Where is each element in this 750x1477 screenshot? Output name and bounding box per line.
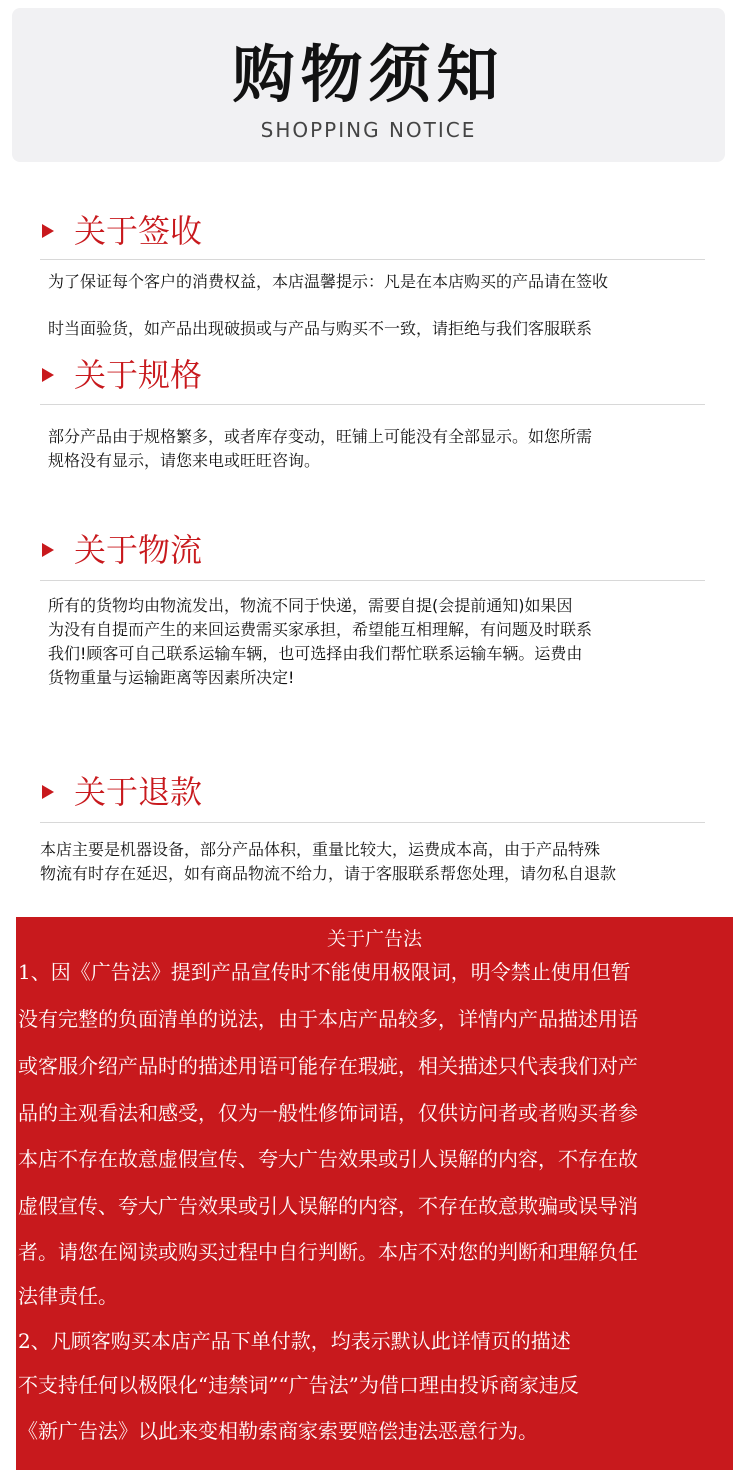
ad-notice-line: 品的主观看法和感受，仅为一般性修饰词语，仅供访问者或者购买者参 bbox=[18, 1101, 638, 1125]
ad-notice-line: 或客服介绍产品时的描述用语可能存在瑕疵，相关描述只代表我们对产 bbox=[18, 1054, 638, 1078]
section-logistics-header bbox=[42, 528, 202, 572]
paragraph-line: 本店主要是机器设备，部分产品体积，重量比较大，运费成本高，由于产品特殊 bbox=[40, 840, 601, 859]
section-title: 关于规格 bbox=[74, 356, 203, 394]
ad-law-notice bbox=[16, 917, 733, 1470]
page-subtitle: SHOPPING NOTICE bbox=[260, 118, 477, 142]
triangle-bullet-icon bbox=[42, 224, 54, 238]
triangle-bullet-icon bbox=[42, 785, 54, 799]
page-title: 购物须知 bbox=[232, 38, 505, 111]
ad-notice-line: 者。请您在阅读或购买过程中自行判断。本店不对您的判断和理解负任 bbox=[18, 1240, 638, 1264]
section-spec-header bbox=[42, 353, 202, 397]
divider bbox=[40, 404, 705, 405]
paragraph-line: 货物重量与运输距离等因素所决定! bbox=[48, 668, 295, 687]
triangle-bullet-icon bbox=[42, 368, 54, 382]
paragraph-line: 部分产品由于规格繁多，或者库存变动，旺铺上可能没有全部显示。如您所需 bbox=[48, 427, 593, 446]
paragraph-line: 我们!顾客可自己联系运输车辆，也可选择由我们帮忙联系运输车辆。运费由 bbox=[48, 644, 583, 663]
section-title: 关于物流 bbox=[74, 531, 203, 569]
ad-notice-line: 《新广告法》以此来变相勒索商家索要赔偿违法恶意行为。 bbox=[18, 1419, 538, 1443]
paragraph-line: 所有的货物均由物流发出，物流不同于快递，需要自提(会提前通知)如果因 bbox=[48, 596, 573, 615]
section-signing-header bbox=[42, 209, 202, 253]
paragraph-line: 规格没有显示，请您来电或旺旺咨询。 bbox=[48, 451, 321, 470]
ad-notice-line: 法律责任。 bbox=[18, 1284, 118, 1308]
header-banner bbox=[12, 8, 725, 162]
paragraph-line: 物流有时存在延迟，如有商品物流不给力，请于客服联系帮您处理，请勿私自退款 bbox=[40, 864, 617, 883]
section-title: 关于签收 bbox=[74, 212, 203, 250]
section-refund-text bbox=[40, 838, 720, 886]
section-refund-header bbox=[42, 770, 202, 814]
ad-notice-line: 本店不存在故意虚假宣传、夸大广告效果或引人误解的内容，不存在故 bbox=[18, 1147, 638, 1171]
section-title: 关于退款 bbox=[74, 773, 203, 811]
paragraph-line: 为了保证每个客户的消费权益，本店温馨提示：凡是在本店购买的产品请在签收 bbox=[48, 272, 609, 291]
section-spec-text bbox=[48, 425, 728, 473]
divider bbox=[40, 580, 705, 581]
ad-notice-line: 2、凡顾客购买本店产品下单付款，均表示默认此详情页的描述 bbox=[18, 1329, 571, 1353]
paragraph-line: 时当面验货，如产品出现破损或与产品与购买不一致，请拒绝与我们客服联系 bbox=[48, 319, 593, 338]
section-signing-text bbox=[48, 270, 728, 341]
triangle-bullet-icon bbox=[42, 543, 54, 557]
ad-notice-line: 虚假宣传、夸大广告效果或引人误解的内容，不存在故意欺骗或误导消 bbox=[18, 1194, 638, 1218]
divider bbox=[40, 822, 705, 823]
paragraph-line: 为没有自提而产生的来回运费需买家承担，希望能互相理解，有问题及时联系 bbox=[48, 620, 593, 639]
ad-notice-line: 没有完整的负面清单的说法，由于本店产品较多，详情内产品描述用语 bbox=[18, 1007, 638, 1031]
ad-notice-line: 1、因《广告法》提到产品宣传时不能使用极限词，明令禁止使用但暂 bbox=[18, 960, 631, 984]
section-logistics-text bbox=[48, 594, 728, 690]
ad-notice-line: 不支持任何以极限化“违禁词”“广告法”为借口理由投诉商家违反 bbox=[18, 1373, 579, 1397]
divider bbox=[40, 259, 705, 260]
ad-notice-title: 关于广告法 bbox=[326, 928, 422, 950]
